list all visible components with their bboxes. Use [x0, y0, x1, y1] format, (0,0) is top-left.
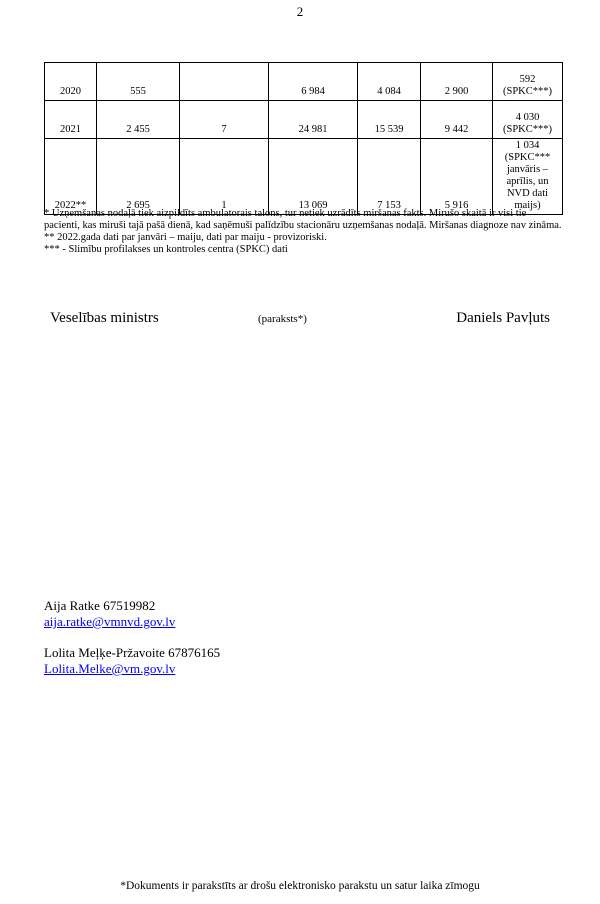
footnote-3: *** - Slimību profilakses un kontroles centra (SPKC) dati: [44, 244, 288, 255]
table-cell: 13 069: [269, 139, 358, 215]
statistics-table: [44, 62, 563, 215]
contact-line: Aija Ratke 67519982: [44, 598, 156, 613]
signature-placeholder: (paraksts*): [258, 313, 307, 325]
contact-email-link[interactable]: aija.ratke@vmnvd.gov.lv: [44, 614, 176, 629]
table-cell: 9 442: [421, 101, 493, 139]
table-cell: 24 981: [269, 101, 358, 139]
table-cell: 6 984: [269, 63, 358, 101]
contact-1: [44, 598, 175, 630]
table-row: [45, 63, 563, 101]
table-cell: 2022**: [45, 139, 97, 215]
table-cell: 2021: [45, 101, 97, 139]
table-cell: 5 916: [421, 139, 493, 215]
page-number: 2: [296, 4, 304, 19]
signature-block: [50, 310, 550, 330]
table-cell: 1 034 (SPKC*** janvāris – aprīlis, un NVD dati maijs): [493, 139, 563, 215]
table-cell: 1: [180, 139, 269, 215]
table-cell: 555: [97, 63, 180, 101]
table-cell: 7: [180, 101, 269, 139]
table-cell: 7 153: [358, 139, 421, 215]
table-cell: 592 (SPKC***): [493, 63, 563, 101]
contact-2: [44, 645, 220, 677]
footnote-2: ** 2022.gada dati par janvāri – maiju, dati par maiju - provizoriski.: [44, 232, 327, 243]
table-row: [45, 139, 563, 215]
table-row: [45, 101, 563, 139]
footnotes: [44, 208, 564, 256]
contact-email-link[interactable]: Lolita.Melke@vm.gov.lv: [44, 661, 176, 676]
table-cell: 2 900: [421, 63, 493, 101]
table-cell: 2 455: [97, 101, 180, 139]
table-cell: 2020: [45, 63, 97, 101]
footer-note: *Dokuments ir parakstīts ar drošu elektronisko parakstu un satur laika zīmogu: [120, 880, 480, 892]
contact-line: Lolita Meļķe-Pržavoite 67876165: [44, 645, 221, 660]
table-cell: [180, 63, 269, 101]
table-cell: 15 539: [358, 101, 421, 139]
table-cell: 4 084: [358, 63, 421, 101]
signatory-name: Daniels Pavļuts: [456, 310, 550, 326]
table-cell: 4 030 (SPKC***): [493, 101, 563, 139]
footnote-1: * Uzņemšanas nodaļā tiek aizpildīts ambulatorais talons, tur netiek uzrādīts miršanas fakts. Mirušo skaitā ir visi tie pacienti, kas miruši tajā pašā dienā, kad saņēmuši palīdzību stacionāru uzņemšanas nodaļā. Miršanas diagnoze nav zināma.: [44, 208, 562, 231]
signatory-title: Veselības ministrs: [50, 310, 159, 326]
table-cell: 2 695: [97, 139, 180, 215]
